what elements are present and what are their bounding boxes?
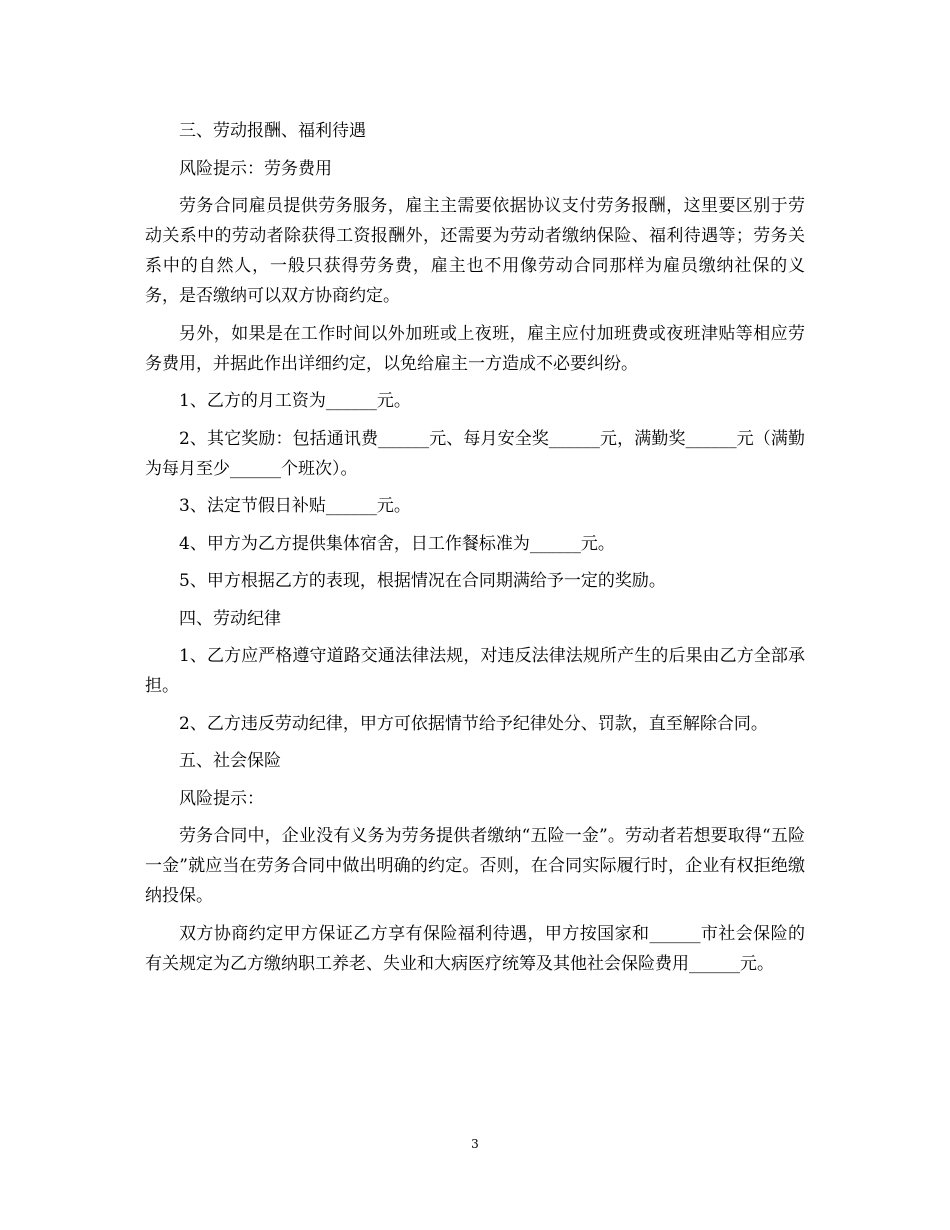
section-heading-compensation: 三、劳动报酬、福利待遇	[179, 121, 366, 141]
risk-note-heading: 风险提示：劳务费用	[179, 158, 332, 179]
risk-note-heading: 风险提示：	[179, 788, 264, 809]
page-number: 3	[471, 1137, 479, 1151]
clause-item: 1、乙方的月工资为______元。	[179, 391, 411, 411]
document-body	[145, 116, 805, 986]
section-heading-insurance: 五、社会保险	[179, 751, 281, 771]
body-paragraph: 劳务合同中，企业没有义务为劳务提供者缴纳“五险一金”。劳动者若想要取得“五险一金”就应当在劳务合同中做出明确的约定。否则，在合同实际履行时，企业有权拒绝缴纳投保。	[145, 826, 805, 906]
clause-item: 3、法定节假日补贴______元。	[179, 496, 411, 516]
body-paragraph: 另外，如果是在工作时间以外加班或上夜班，雇主应付加班费或夜班津贴等相应劳务费用，并据此作出详细约定，以免给雇主一方造成不必要纠纷。	[145, 323, 805, 374]
clause-item: 2、乙方违反劳动纪律，甲方可依据情节给予纪律处分、罚款，直至解除合同。	[179, 713, 768, 734]
clause-item: 4、甲方为乙方提供集体宿舍，日工作餐标准为______元。	[179, 533, 615, 554]
clause-item: 2、其它奖励：包括通讯费______元、每月安全奖______元，满勤奖______元（满勤为每月至少______个班次）。	[145, 428, 805, 479]
body-paragraph: 劳务合同雇员提供劳务服务，雇主主需要依据协议支付劳务报酬，这里要区别于劳动关系中的劳动者除获得工资报酬外，还需要为劳动者缴纳保险、福利待遇等；劳务关系中的自然人，一般只获得劳务费，雇主也不用像劳动合同那样为雇员缴纳社保的义务，是否缴纳可以双方协商约定。	[145, 196, 805, 306]
body-paragraph: 双方协商约定甲方保证乙方享有保险福利待遇，甲方按国家和______市社会保险的有关规定为乙方缴纳职工养老、失业和大病医疗统筹及其他社会保险费用______元。	[145, 923, 805, 974]
clause-item: 1、乙方应严格遵守道路交通法律法规，对违反法律法规所产生的后果由乙方全部承担。	[145, 646, 805, 696]
section-heading-discipline: 四、劳动纪律	[179, 608, 281, 629]
clause-item: 5、甲方根据乙方的表现，根据情况在合同期满给予一定的奖励。	[179, 571, 666, 591]
